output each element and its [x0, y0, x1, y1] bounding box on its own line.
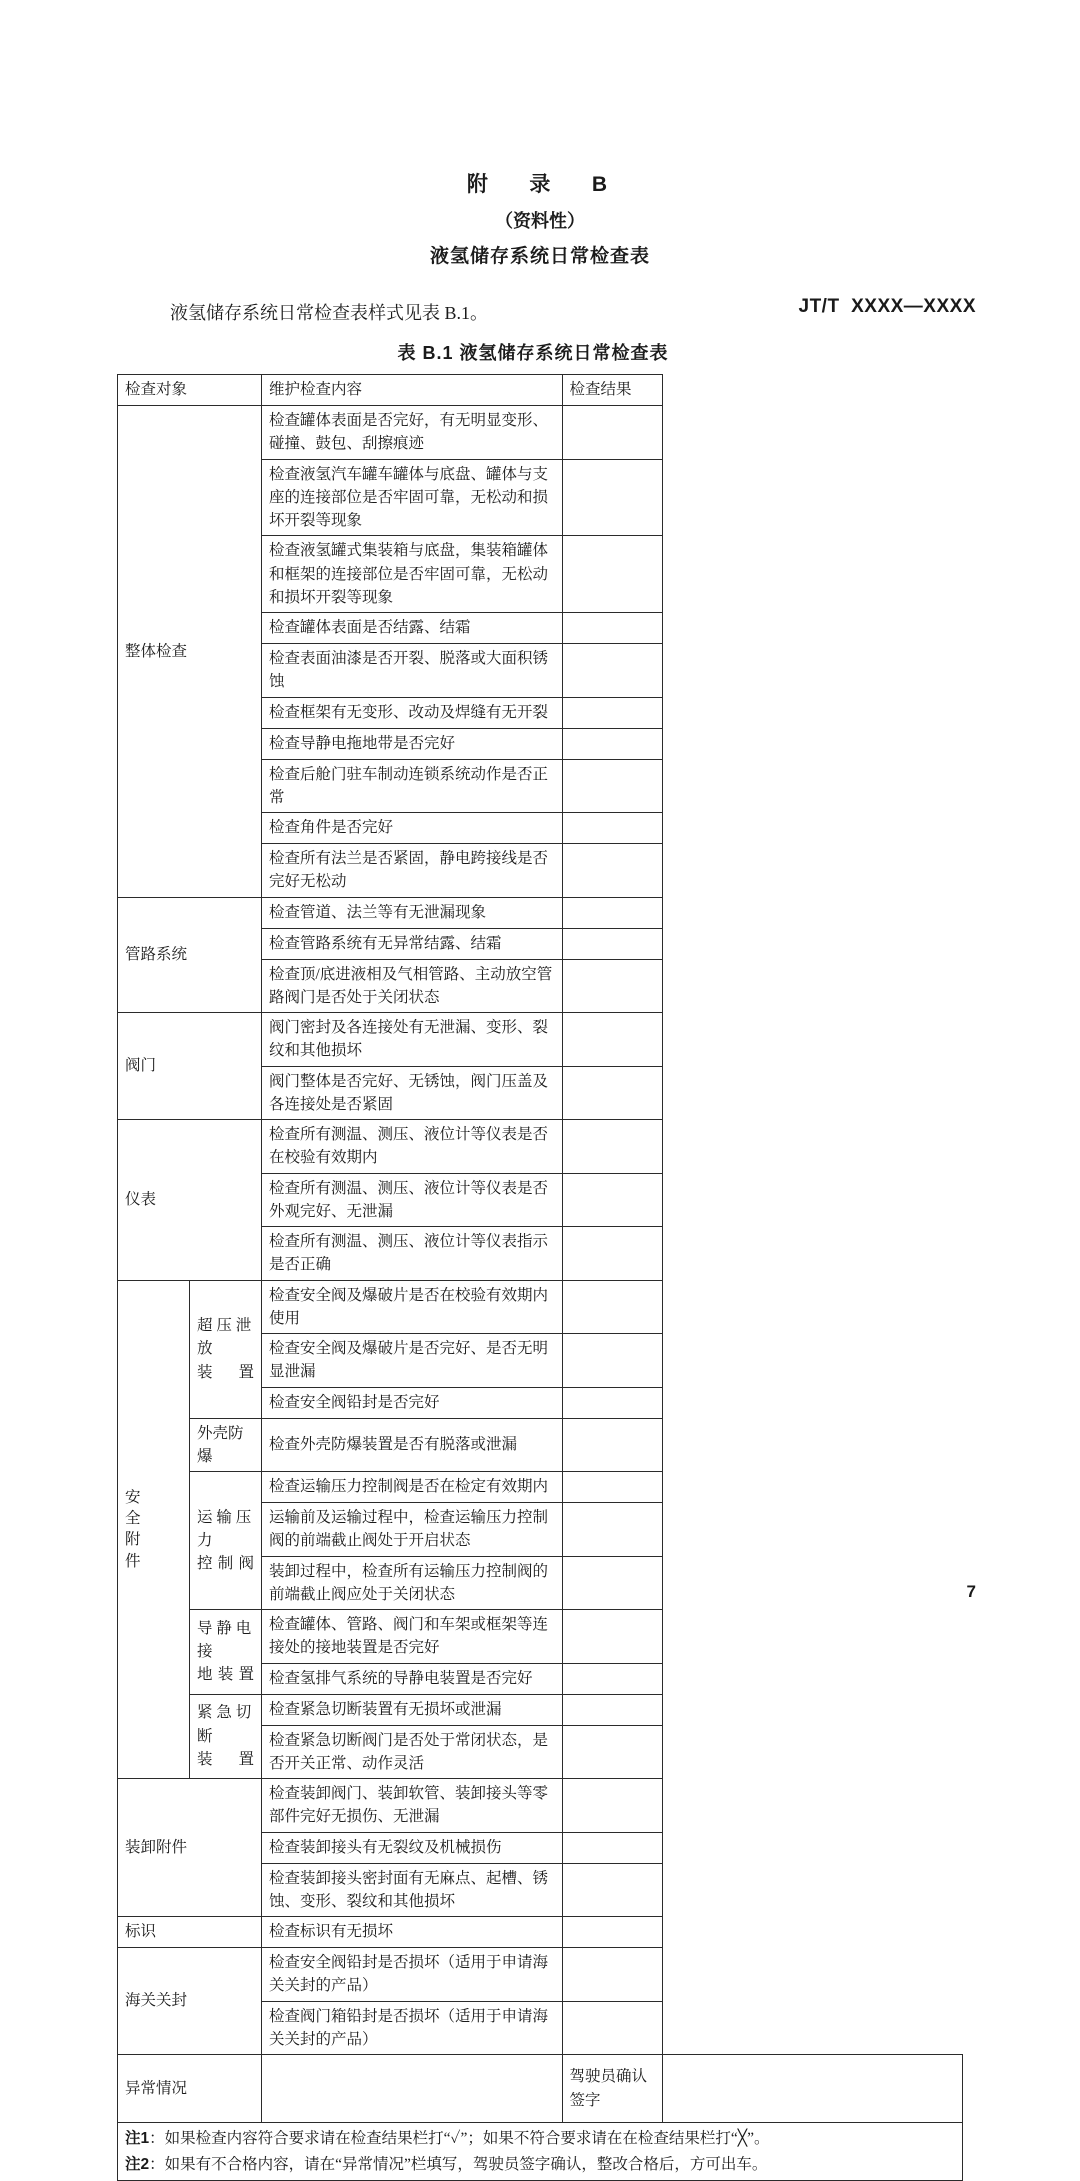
- inspection-result-cell[interactable]: [562, 897, 662, 928]
- inspection-content: 检查罐体表面是否结露、结霜: [262, 613, 563, 644]
- note-line-1: [125, 2126, 955, 2152]
- table-row: [118, 1948, 963, 2002]
- inspection-result-cell[interactable]: [562, 1503, 662, 1557]
- table-row: [118, 1120, 963, 1174]
- table-body: [118, 375, 963, 2181]
- annex-name: 液氢储存系统日常检查表: [429, 246, 650, 267]
- inspection-result-cell[interactable]: [562, 1418, 662, 1472]
- object-label-6: 标识: [118, 1917, 262, 1948]
- inspection-content: 检查标识有无损坏: [262, 1917, 563, 1948]
- inspection-result-cell[interactable]: [562, 1948, 662, 2002]
- annex-title: 附 录 B: [466, 173, 614, 196]
- object-label-0: 整体检查: [118, 406, 262, 898]
- inspection-result-cell[interactable]: [562, 613, 662, 644]
- inspection-content: 检查所有法兰是否紧固，静电跨接线是否完好无松动: [262, 844, 563, 898]
- inspection-result-cell[interactable]: [562, 459, 662, 536]
- daily-inspection-table: [117, 374, 963, 2181]
- table-row: [118, 1280, 963, 1334]
- inspection-content: 检查角件是否完好: [262, 813, 563, 844]
- note-prefix: 注2: [125, 2155, 150, 2173]
- inspection-content: 检查安全阀及爆破片是否在校验有效期内使用: [262, 1280, 563, 1334]
- inspection-result-cell[interactable]: [562, 928, 662, 959]
- inspection-content: 检查液氢罐式集装箱与底盘，集装箱罐体和框架的连接部位是否牢固可靠，无松动和损坏开裂等现象: [262, 536, 563, 613]
- inspection-content: 检查装卸阀门、装卸软管、装卸接头等零部件完好无损伤、无泄漏: [262, 1779, 563, 1833]
- subgroup-label-line: 装置: [197, 1750, 254, 1768]
- inspection-content: 运输前及运输过程中，检查运输压力控制阀的前端截止阀处于开启状态: [262, 1503, 563, 1557]
- inspection-result-cell[interactable]: [562, 1832, 662, 1863]
- object-label-char: 附: [125, 1531, 141, 1549]
- object-label-3: 仪表: [118, 1120, 262, 1281]
- inspection-result-cell[interactable]: [562, 1863, 662, 1917]
- subgroup-label-4-2: [190, 1472, 262, 1610]
- inspection-content: 检查安全阀铅封是否损坏（适用于申请海关关封的产品）: [262, 1948, 563, 2002]
- note-line-2: [125, 2152, 955, 2178]
- inspection-result-cell[interactable]: [562, 1725, 662, 1779]
- exception-value[interactable]: [262, 2055, 563, 2123]
- table-row: [118, 1917, 963, 1948]
- inspection-content: 检查紧急切断装置有无损坏或泄漏: [262, 1694, 563, 1725]
- exception-row: [118, 2055, 963, 2123]
- inspection-content: 检查氢排气系统的导静电装置是否完好: [262, 1663, 563, 1694]
- table-caption: 表 B.1 液氢储存系统日常检查表: [397, 343, 669, 363]
- subgroup-label-line: 运 输 压 力: [197, 1508, 252, 1549]
- inspection-result-cell[interactable]: [562, 844, 662, 898]
- notes-row: [118, 2123, 963, 2181]
- inspection-result-cell[interactable]: [562, 728, 662, 759]
- table-row: [118, 1694, 963, 1725]
- inspection-content: 检查液氢汽车罐车罐体与底盘、罐体与支座的连接部位是否牢固可靠，无松动和损坏开裂等现象: [262, 459, 563, 536]
- inspection-result-cell[interactable]: [562, 1694, 662, 1725]
- inspection-result-cell[interactable]: [562, 1663, 662, 1694]
- inspection-result-cell[interactable]: [562, 1066, 662, 1120]
- subgroup-label-line: 控制阀: [197, 1555, 254, 1573]
- inspection-result-cell[interactable]: [562, 1173, 662, 1227]
- subgroup-label-line: 地装置: [197, 1666, 254, 1684]
- inspection-content: 检查表面油漆是否开裂、脱落或大面积锈蚀: [262, 644, 563, 698]
- inspection-result-cell[interactable]: [562, 959, 662, 1013]
- inspection-result-cell[interactable]: [562, 1556, 662, 1610]
- inspection-result-cell[interactable]: [562, 1779, 662, 1833]
- table-row: [118, 1472, 963, 1503]
- note-text: ：如果有不合格内容，请在“异常情况”栏填写，驾驶员签字确认，整改合格后，方可出车。: [149, 2155, 768, 2173]
- document-page: [0, 168, 1080, 2173]
- inspection-result-cell[interactable]: [562, 406, 662, 460]
- annex-heading-block: [0, 168, 1080, 268]
- inspection-content: 检查安全阀及爆破片是否完好、是否无明显泄漏: [262, 1334, 563, 1388]
- inspection-content: 检查罐体表面是否完好，有无明显变形、碰撞、鼓包、刮擦痕迹: [262, 406, 563, 460]
- inspection-result-cell[interactable]: [562, 1472, 662, 1503]
- inspection-result-cell[interactable]: [562, 2001, 662, 2055]
- table-row: [118, 1779, 963, 1833]
- inspection-content: 检查顶/底进液相及气相管路、主动放空管路阀门是否处于关闭状态: [262, 959, 563, 1013]
- inspection-result-cell[interactable]: [562, 1280, 662, 1334]
- object-label-char: 全: [125, 1509, 141, 1527]
- signature-label-cell: 驾驶员确认签字: [562, 2055, 662, 2123]
- inspection-content: 检查罐体、管路、阀门和车架或框架等连接处的接地装置是否完好: [262, 1610, 563, 1664]
- inspection-result-cell[interactable]: [562, 759, 662, 813]
- inspection-result-cell[interactable]: [562, 1013, 662, 1067]
- inspection-content: 检查装卸接头有无裂纹及机械损伤: [262, 1832, 563, 1863]
- column-header-content: 维护检查内容: [262, 375, 563, 406]
- subgroup-label-line: 外壳防爆: [197, 1424, 244, 1465]
- subgroup-label-4-1: [190, 1418, 262, 1472]
- inspection-result-cell[interactable]: [562, 697, 662, 728]
- subgroup-label-line: 装置: [197, 1363, 254, 1381]
- inspection-content: 装卸过程中，检查所有运输压力控制阀的前端截止阀应处于关闭状态: [262, 1556, 563, 1610]
- inspection-content: 检查外壳防爆装置是否有脱落或泄漏: [262, 1418, 563, 1472]
- table-row: [118, 1418, 963, 1472]
- inspection-content: 阀门整体是否完好、无锈蚀，阀门压盖及各连接处是否紧固: [262, 1066, 563, 1120]
- inspection-content: 检查所有测温、测压、液位计等仪表是否外观完好、无泄漏: [262, 1173, 563, 1227]
- inspection-content: 检查阀门箱铅封是否损坏（适用于申请海关关封的产品）: [262, 2001, 563, 2055]
- subgroup-label-line: 超 压 泄 放: [197, 1317, 252, 1358]
- object-label-4: [118, 1280, 190, 1779]
- inspection-content: 检查管路系统有无异常结露、结霜: [262, 928, 563, 959]
- inspection-content: 检查所有测温、测压、液位计等仪表指示是否正确: [262, 1227, 563, 1281]
- annex-subtitle: （资料性）: [495, 211, 585, 231]
- standard-code-header: JT/T XXXX—XXXX: [798, 296, 976, 317]
- inspection-content: 检查安全阀铅封是否完好: [262, 1387, 563, 1418]
- exception-label: 异常情况: [118, 2055, 262, 2123]
- subgroup-label-4-3: [190, 1610, 262, 1695]
- subgroup-label-4-4: [190, 1694, 262, 1779]
- table-row: [118, 406, 963, 460]
- inspection-content: 检查管道、法兰等有无泄漏现象: [262, 897, 563, 928]
- inspection-result-cell[interactable]: [562, 813, 662, 844]
- inspection-result-cell[interactable]: [562, 1387, 662, 1418]
- note-text: ：如果检查内容符合要求请在检查结果栏打“✓”；如果不符合要求请在在检查结果栏打“╳”。: [149, 2130, 770, 2147]
- object-label-char: 件: [125, 1552, 141, 1570]
- inspection-result-cell[interactable]: [562, 1334, 662, 1388]
- page-number: 7: [966, 1582, 976, 1601]
- object-label-char: 安: [125, 1488, 141, 1506]
- inspection-result-cell[interactable]: [562, 1917, 662, 1948]
- inspection-result-cell[interactable]: [562, 644, 662, 698]
- inspection-content: 检查装卸接头密封面有无麻点、起槽、锈蚀、变形、裂纹和其他损坏: [262, 1863, 563, 1917]
- column-header-result: 检查结果: [562, 375, 662, 406]
- inspection-content: 检查导静电拖地带是否完好: [262, 728, 563, 759]
- object-label-2: 阀门: [118, 1013, 262, 1120]
- subgroup-label-line: 紧 急 切 断: [197, 1704, 252, 1745]
- table-row: [118, 897, 963, 928]
- inspection-content: 检查框架有无变形、改动及焊缝有无开裂: [262, 697, 563, 728]
- inspection-content: 阀门密封及各连接处有无泄漏、变形、裂纹和其他损坏: [262, 1013, 563, 1067]
- inspection-content: 检查所有测温、测压、液位计等仪表是否在校验有效期内: [262, 1120, 563, 1174]
- subgroup-label-4-0: [190, 1280, 262, 1418]
- inspection-content: 检查后舱门驻车制动连锁系统动作是否正常: [262, 759, 563, 813]
- object-label-5: 装卸附件: [118, 1779, 262, 1917]
- lead-text: 液氢储存系统日常检查表样式见表 B.1。: [170, 303, 489, 323]
- inspection-result-cell[interactable]: [562, 536, 662, 613]
- table-header-row: [118, 375, 963, 406]
- column-header-object: 检查对象: [118, 375, 262, 406]
- note-prefix: 注1: [125, 2130, 150, 2147]
- object-label-1: 管路系统: [118, 897, 262, 1013]
- subgroup-label-line: 导 静 电 接: [197, 1619, 252, 1661]
- notes-cell: [118, 2123, 963, 2181]
- signature-value-cell[interactable]: [662, 2055, 963, 2123]
- inspection-result-cell[interactable]: [562, 1610, 662, 1664]
- inspection-content: 检查紧急切断阀门是否处于常闭状态，是否开关正常、动作灵活: [262, 1725, 563, 1779]
- inspection-result-cell[interactable]: [562, 1227, 662, 1281]
- inspection-content: 检查运输压力控制阀是否在检定有效期内: [262, 1472, 563, 1503]
- inspection-result-cell[interactable]: [562, 1120, 662, 1174]
- object-label-7: 海关关封: [118, 1948, 262, 2055]
- table-row: [118, 1013, 963, 1067]
- table-row: [118, 1610, 963, 1664]
